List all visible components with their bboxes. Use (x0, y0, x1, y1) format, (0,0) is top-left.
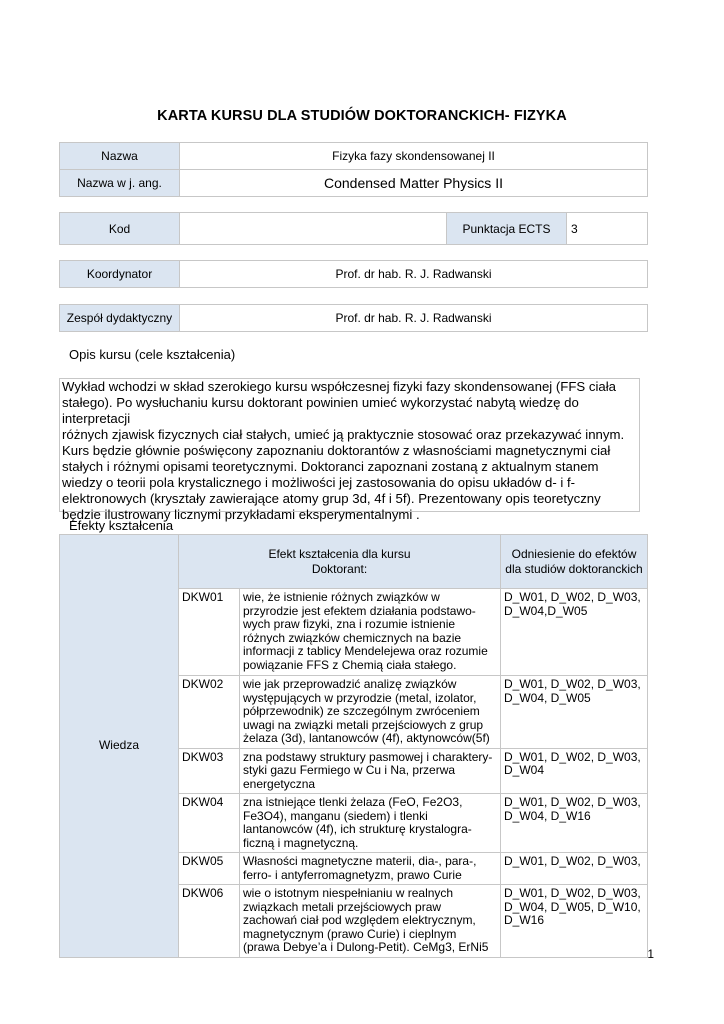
ects-label: Punktacja ECTS (447, 213, 567, 245)
outcome-line: uwagi na związki metali przejściowych z grup (243, 717, 484, 732)
outcome-line: styki gazu Fermiego w Cu i Na, przerwa (243, 763, 456, 777)
outcome-code: DKW04 (179, 794, 240, 853)
document-title: KARTA KURSU DLA STUDIÓW DOKTORANCKICH- FIZYKA (157, 108, 567, 124)
outcome-code: DKW06 (179, 885, 240, 958)
outcome-line: (prawa Debye’a i Dulong-Petit). CeMg3, ErNi5 (243, 940, 489, 954)
outcome-description (240, 853, 501, 885)
outcome-reference (501, 794, 648, 853)
outcome-line: zachowań ciał pod względem elektrycznym, (243, 913, 476, 927)
outcome-reference (501, 853, 648, 885)
outcome-code: DKW02 (179, 676, 240, 749)
reference-line: D_W01, D_W02, D_W03, (504, 590, 641, 604)
outcome-line: półprzewodnik) ze szczególnym zwróceniem (243, 704, 480, 718)
reference-column-header (501, 535, 648, 589)
description-heading: Opis kursu (cele kształcenia) (69, 347, 236, 362)
ects-value: 3 (567, 213, 648, 245)
outcome-reference (501, 676, 648, 749)
outcome-line: Własności magnetyczne materii, dia-, para-, (243, 854, 477, 868)
reference-header-line: dla studiów doktoranckich (505, 561, 643, 576)
outcome-line: wie o istotnym niespełnianiu w realnych (243, 886, 454, 900)
reference-line: D_W04, D_W16 (504, 808, 591, 823)
outcome-reference (501, 748, 648, 794)
outcome-description (240, 794, 501, 853)
outcome-line: zna podstawy struktury pasmowej i charaktery- (243, 749, 493, 764)
reference-line: D_W04,D_W05 (504, 603, 588, 618)
category-cell: Wiedza (60, 535, 179, 958)
outcome-line: wych praw fizyki, zna i rozumie istnienie (243, 617, 456, 631)
page-number: 1 (647, 947, 654, 961)
reference-line: D_W01, D_W02, D_W03, (504, 854, 641, 868)
outcome-line: różnych związków chemicznych na bazie (243, 630, 462, 645)
course-description (59, 378, 640, 522)
effect-header-line: Doktorant: (311, 561, 368, 576)
team-table (59, 304, 648, 332)
reference-line: D_W04, D_W05 (504, 690, 591, 705)
coordinator-value: Prof. dr hab. R. J. Radwanski (180, 261, 648, 288)
outcome-line: ficzną i magnetyczną. (243, 835, 359, 850)
outcome-description (240, 589, 501, 676)
code-table (59, 212, 648, 245)
code-label: Kod (60, 213, 180, 245)
reference-line: D_W04, D_W05, D_W10, (504, 899, 641, 914)
outcome-code: DKW03 (179, 748, 240, 794)
description-line: będzie ilustrowany licznymi przykładami eksperymentalnymi . (62, 507, 420, 522)
reference-line: D_W01, D_W02, D_W03, (504, 749, 641, 764)
outcome-line: magnetycznym (prawo Curie) i cieplnym (243, 926, 457, 941)
description-line: stałego). Po wysłuchaniu kursu doktorant powinien umieć wykorzystać nabytą wiedzę do interpretacji (62, 395, 579, 426)
outcome-reference (501, 589, 648, 676)
coordinator-label: Koordynator (60, 261, 180, 288)
outcome-line: związkach metali przejściowych praw (243, 899, 442, 914)
reference-line: D_W01, D_W02, D_W03, (504, 886, 641, 900)
code-value (180, 213, 447, 245)
description-line: Kurs będzie głównie poświęcony zapoznaniu doktorantów z własnościami magnetycznymi ciał (62, 443, 611, 458)
outcome-description (240, 676, 501, 749)
outcome-line: przyrodzie jest efektem działania podstawo- (243, 603, 476, 618)
reference-line: D_W04 (504, 763, 545, 777)
name-value: Fizyka fazy skondensowanej II (180, 143, 648, 170)
coordinator-table (59, 260, 648, 288)
effect-column-header (179, 535, 501, 589)
outcomes-table (59, 534, 648, 958)
description-line: elektronowych (kryształy zawierające atomy grup 3d, 4f i 5f). Prezentowany opis teoretyczny (62, 491, 601, 506)
name-en-label: Nazwa w j. ang. (60, 170, 180, 197)
team-label: Zespół dydaktyczny (60, 305, 180, 332)
outcome-line: lantanowców (4f), ich strukturę krystalogra- (243, 822, 472, 836)
name-label: Nazwa (60, 143, 180, 170)
outcome-line: wie, że istnienie różnych związków w (243, 590, 440, 604)
outcome-line: Fe3O4), manganu (siedem) i tlenki (243, 808, 428, 823)
outcome-line: zna istniejące tlenki żelaza (FeO, Fe2O3, (243, 795, 463, 809)
outcome-description (240, 885, 501, 958)
outcome-line: energetyczna (243, 776, 316, 791)
reference-header-line: Odniesienie do efektów (511, 546, 637, 561)
effect-header-line: Efekt kształcenia dla kursu (268, 546, 411, 561)
outcome-reference (501, 885, 648, 958)
name-table (59, 142, 648, 197)
description-line: Wykład wchodzi w skład szerokiego kursu współczesnej fizyki fazy skondensowanej (FFS ciała (62, 379, 616, 394)
outcome-line: występujących w przyrodzie (metal, izolator, (243, 690, 477, 705)
outcome-line: powiązanie FFS z Chemią ciała stałego. (243, 657, 457, 672)
description-line: różnych zjawisk fizycznych ciał stałych, umieć ją praktycznie stosować oraz przekazywać innym. (62, 427, 625, 442)
reference-line: D_W01, D_W02, D_W03, (504, 677, 641, 691)
description-line: stałych i różnymi opisami teoretycznymi. Doktoranci zapoznani zostaną z aktualnym stanem (62, 459, 599, 474)
outcome-description (240, 748, 501, 794)
outcome-line: żelaza (3d), lantanowców (4f), aktynowców(5f) (243, 731, 490, 745)
outcome-line: wie jak przeprowadzić analizę związków (243, 677, 457, 691)
team-value: Prof. dr hab. R. J. Radwanski (180, 305, 648, 332)
reference-line: D_W01, D_W02, D_W03, (504, 795, 641, 809)
reference-line: D_W16 (504, 913, 545, 927)
outcome-code: DKW05 (179, 853, 240, 885)
outcome-code: DKW01 (179, 589, 240, 676)
description-line: wiedzy o teorii pola krystalicznego i możliwości jej zastosowania do opisu układów d- i f- (62, 475, 576, 490)
outcomes-heading: Efekty kształcenia (69, 518, 174, 533)
outcome-line: ferro- i antyferromagnetyzm, prawo Curie (243, 867, 462, 882)
name-en-value: Condensed Matter Physics II (180, 170, 648, 197)
outcome-line: informacji z tablicy Mendelejewa oraz rozumie (243, 644, 488, 658)
